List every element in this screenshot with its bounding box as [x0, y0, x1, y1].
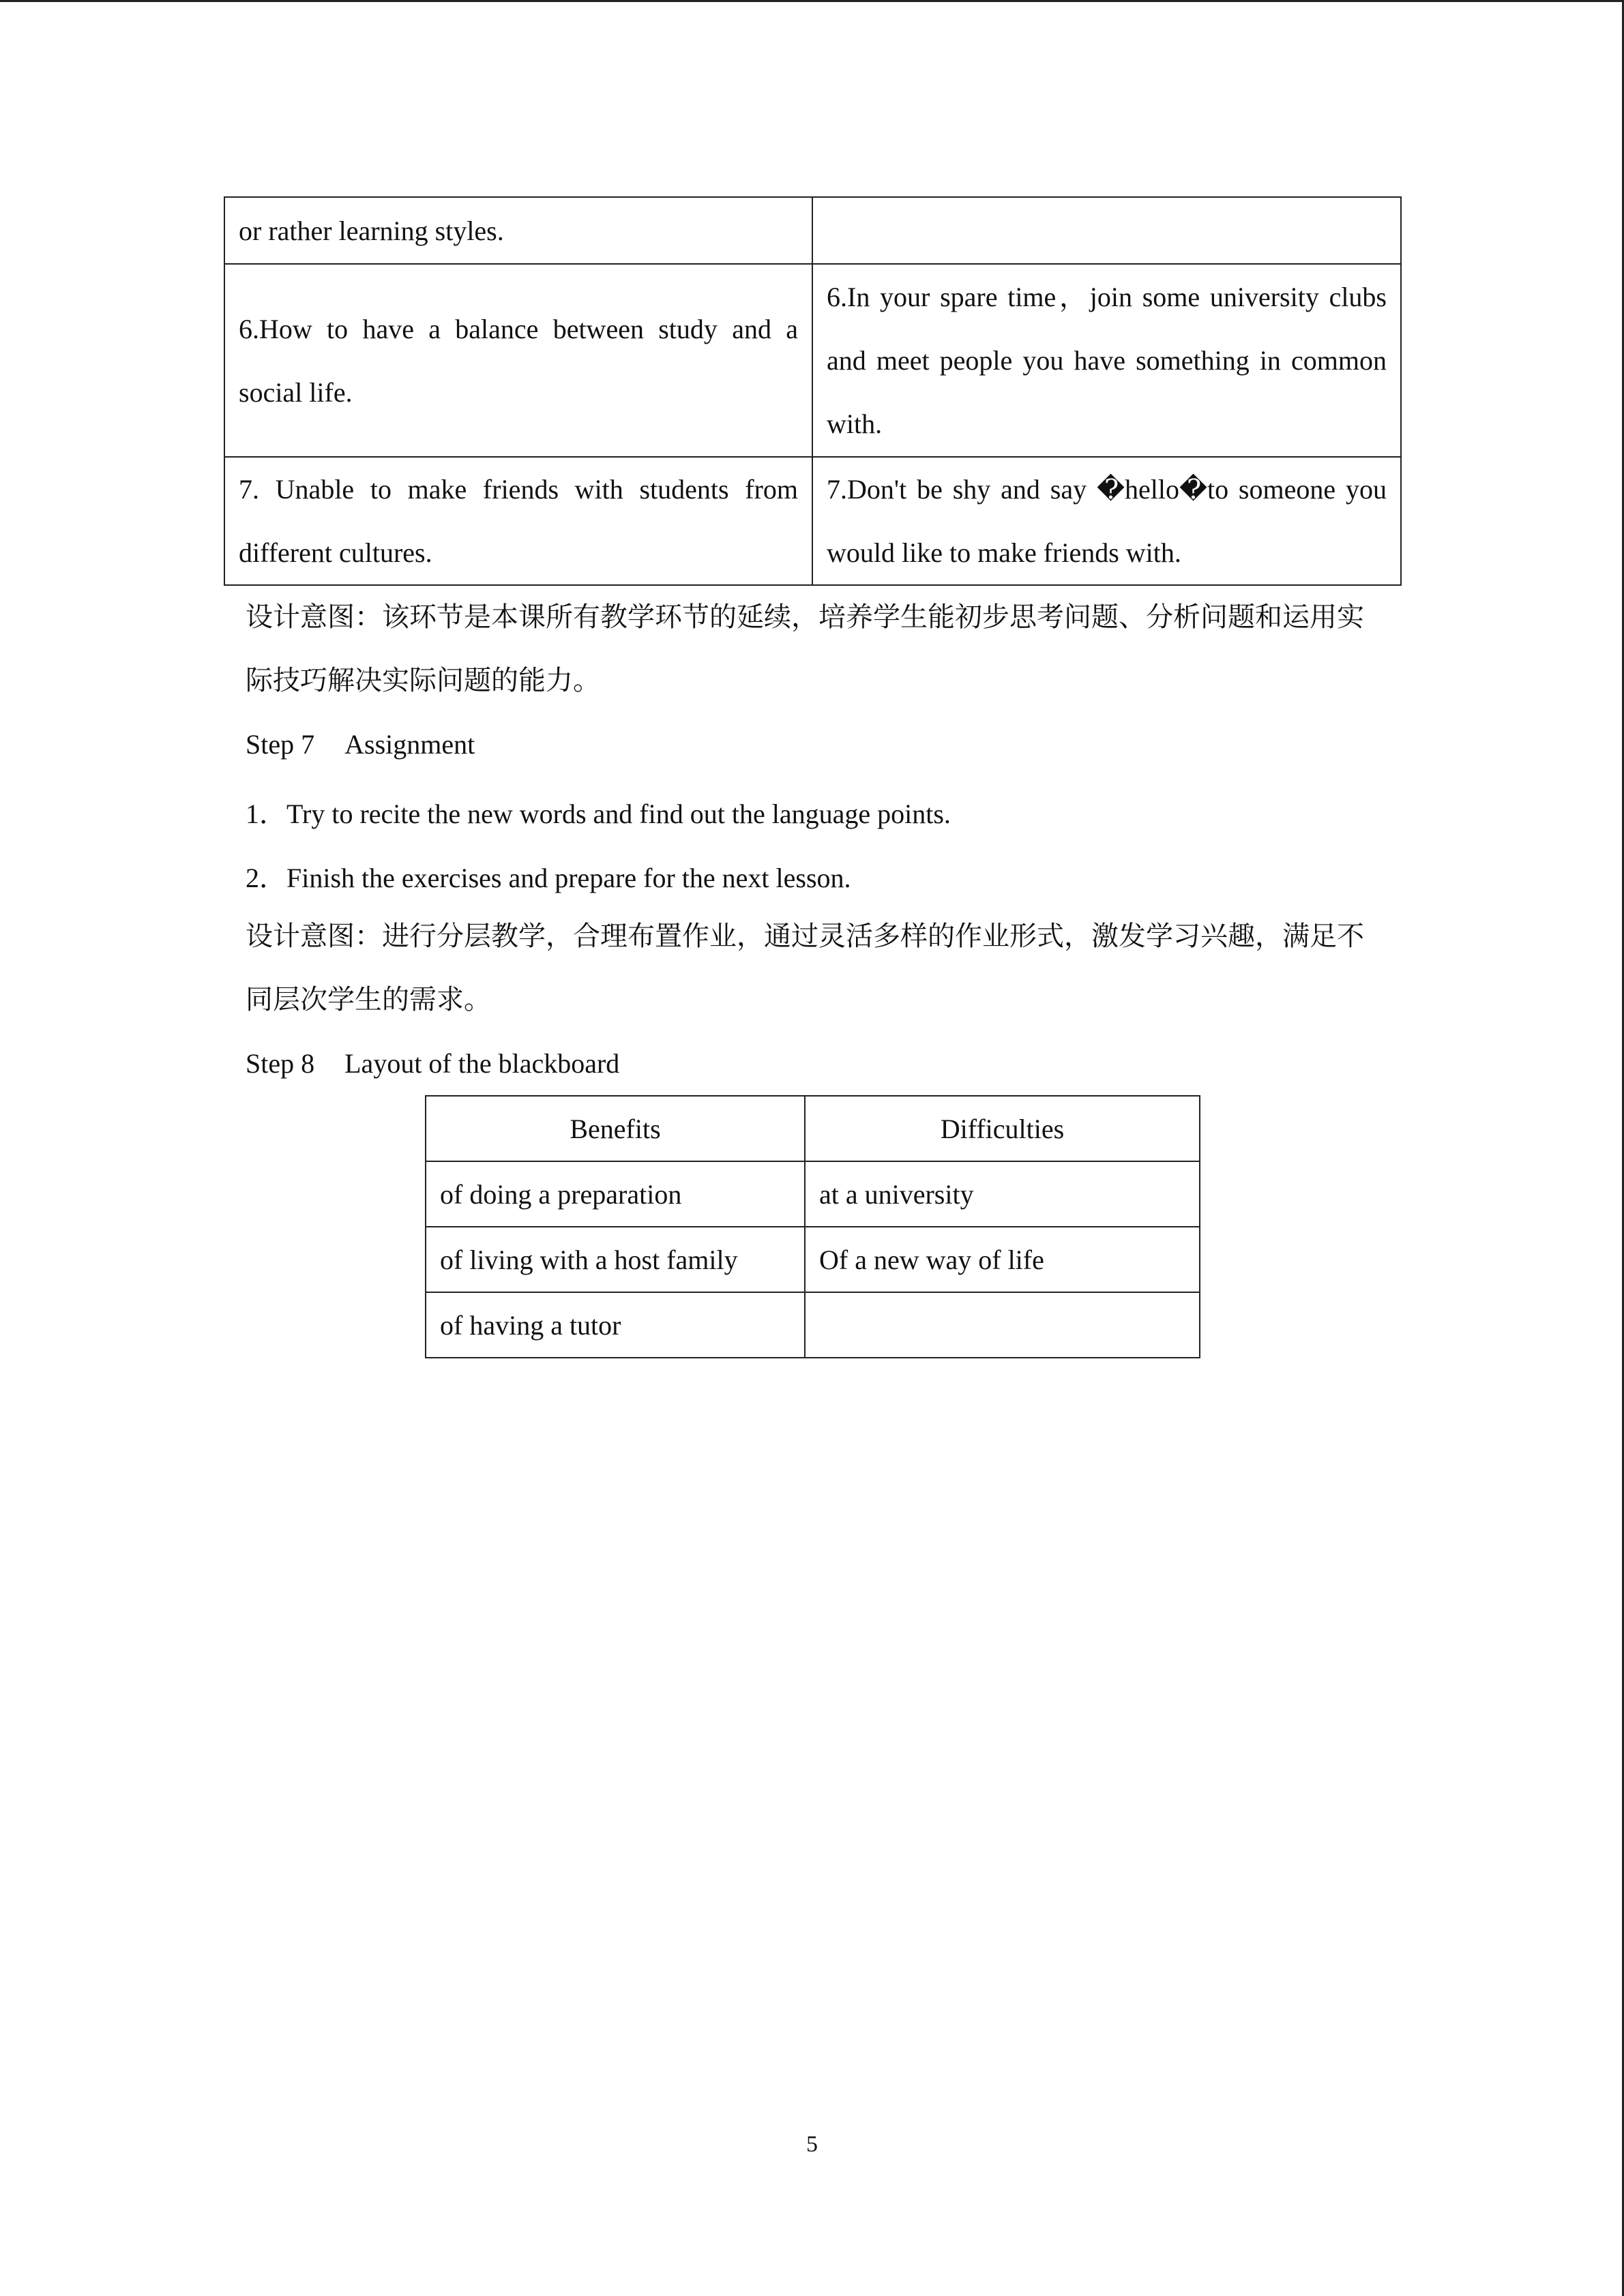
table-row [224, 457, 1401, 585]
table-cell: of living with a host family [426, 1227, 805, 1292]
table-cell: of having a tutor [426, 1292, 805, 1358]
table-row [224, 264, 1401, 457]
table-row [426, 1161, 1200, 1227]
assignment-item: 2．Finish the exercises and prepare for the next lesson. [246, 863, 851, 893]
table-cell: Of a new way of life [805, 1227, 1200, 1292]
problems-solutions-table [224, 196, 1402, 586]
step-title: Layout of the blackboard [344, 1048, 620, 1079]
step-label: Step 7 [246, 729, 315, 760]
step-label: Step 8 [246, 1048, 315, 1079]
table-row [224, 197, 1401, 264]
table-cell: 6.In your spare time，join some university clubs and meet people you have something in common with. [812, 264, 1401, 457]
design-intent-paragraph: 设计意图：进行分层教学，合理布置作业，通过灵活多样的作业形式，激发学习兴趣，满足不同层次学生的需求。 [246, 921, 1364, 1015]
top-border-line [0, 0, 1624, 2]
table-cell: of doing a preparation [426, 1161, 805, 1227]
table-cell: 7.Don't be shy and say �hello�to someone you would like to make friends with. [812, 457, 1401, 585]
table-cell: or rather learning styles. [224, 197, 812, 264]
blackboard-layout-table [425, 1095, 1200, 1358]
step-7-heading [246, 728, 475, 760]
table-cell: 7. Unable to make friends with students from different cultures. [224, 457, 812, 585]
page-number: 5 [806, 2132, 818, 2157]
table-row [426, 1227, 1200, 1292]
assignment-item: 1．Try to recite the new words and find out the language points. [246, 799, 951, 829]
design-intent-paragraph: 设计意图：该环节是本课所有教学环节的延续，培养学生能初步思考问题、分析问题和运用实际技巧解决实际问题的能力。 [246, 601, 1364, 696]
table-header-row [426, 1096, 1200, 1161]
step-8-heading [246, 1047, 619, 1079]
column-header: Benefits [426, 1096, 805, 1161]
step-title: Assignment [344, 729, 475, 760]
table-cell: 6.How to have a balance between study and a social life. [224, 264, 812, 457]
table-cell [805, 1292, 1200, 1358]
table-cell [812, 197, 1401, 264]
table-row [426, 1292, 1200, 1358]
column-header: Difficulties [805, 1096, 1200, 1161]
table-cell: at a university [805, 1161, 1200, 1227]
